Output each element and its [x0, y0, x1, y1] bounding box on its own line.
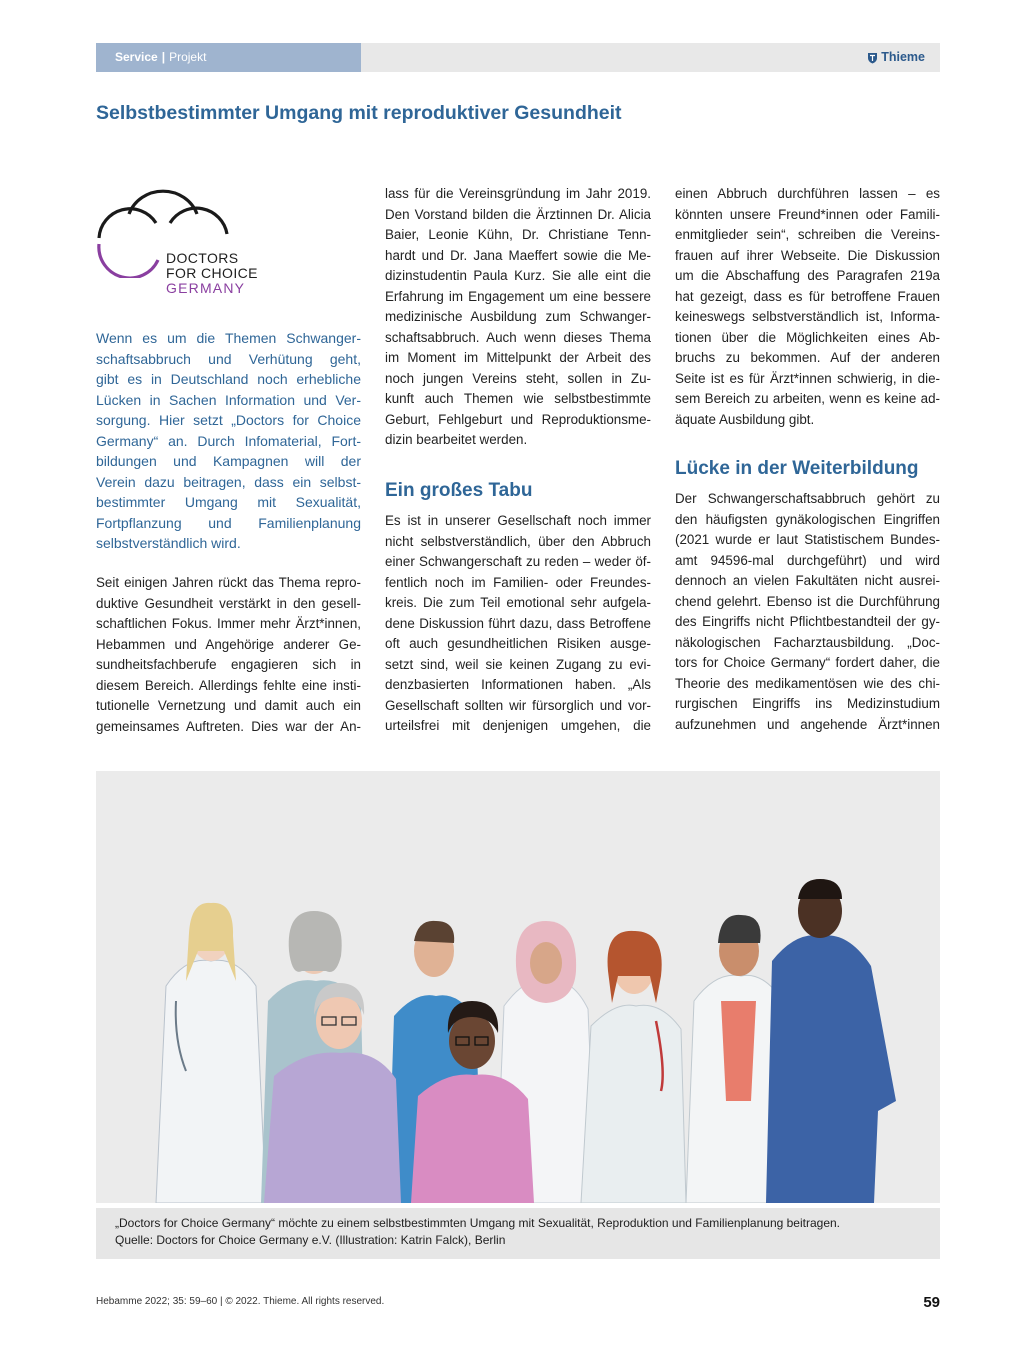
body-line: sem Bereich zu arbeiten, wenn es keine ad-: [675, 391, 940, 406]
body-line: Seite ist es für Ärzt*innen schwierig, in die-: [675, 370, 940, 386]
body-line: des Eingriffs nicht Pflichtbestandteil der gy-: [675, 614, 940, 629]
doctors-for-choice-logo: [96, 178, 286, 306]
body-line: äquate Ausbildung gibt.: [675, 411, 815, 427]
body-line: urteilsfrei mit denjenigen umgehen, die: [385, 718, 651, 733]
logo-line-3: GERMANY: [166, 280, 246, 296]
body-paragraph-col1: [96, 573, 361, 737]
section-label: [96, 43, 361, 72]
body-line: tutionelle Vernetzung und damit auch ein: [96, 698, 361, 713]
body-line: schaftsabbruch. Auch wenn dieses Thema: [385, 329, 651, 345]
thieme-shield-icon: [867, 52, 878, 64]
body-line: einer Schwangerschaft zu reden – weder öf-: [385, 554, 651, 569]
lead-line: bestimmter Umgang mit Sexualität,: [96, 494, 361, 510]
body-line: dizinstudentin Paula Kurz. Sie alle eint die: [385, 268, 651, 283]
lead-line: Fortpflanzung und Familienplanung: [96, 514, 361, 531]
brand-name: Thieme: [881, 50, 925, 64]
section-name: Service: [115, 50, 158, 64]
body-line: enmitglieder sein“, schreiben die Vereins-: [675, 227, 940, 242]
body-line: diesem Bereich. Allerdings fehlte eine insti-: [96, 677, 361, 693]
body-line: denzbasierten Informationen haben. „Als: [385, 677, 651, 692]
body-line: lass für die Vereinsgründung im Jahr 2019.: [385, 186, 651, 201]
figure-caption: [96, 1208, 940, 1259]
body-line: chend gelehrt. Ebenso ist die Durchführung: [675, 593, 940, 609]
body-line: Geburt, Fehlgeburt und Reproduktionsme-: [385, 411, 651, 427]
lead-line: Wenn es um die Themen Schwanger-: [96, 330, 361, 346]
lead-line: sorgung. Hier setzt „Doctors for Choice: [96, 412, 361, 428]
body-line: amt 94596-mal durchgeführt) und wird: [675, 552, 940, 568]
doctors-illustration-image: [96, 771, 940, 1203]
body-paragraph-col2-a: [385, 184, 651, 451]
logo-line-1: DOCTORS: [166, 250, 239, 266]
body-line: Hebammen und Angehörige anderer Ge-: [96, 636, 361, 652]
body-paragraph-col2-b: [385, 511, 651, 737]
article-title: Selbstbestimmter Umgang mit reproduktiver Gesundheit: [96, 102, 622, 124]
body-line: hardt und Dr. Jana Maeffert sowie die Me-: [385, 247, 651, 263]
body-line: im Moment im Mittelpunkt der Arbeit des: [385, 350, 651, 365]
body-line: frauen auf ihrer Webseite. Die Diskussion: [675, 247, 940, 263]
body-line: Theorie des medikamentösen wie des chi-: [675, 675, 940, 691]
body-line: tors for Choice Germany“ fordert daher, die: [675, 655, 940, 670]
body-line: um die Abschaffung des Paragrafen 219a: [675, 268, 940, 283]
body-line: tionen über die Möglichkeiten eines Ab-: [675, 329, 940, 345]
logo-line-2: FOR CHOICE: [166, 265, 258, 281]
body-line: näkologischen Facharztausbildung. „Doc-: [675, 634, 940, 650]
body-line: sundheitsfachberufe engagieren sich in: [96, 657, 361, 672]
lead-line: gibt es in Deutschland noch erhebliche: [96, 371, 361, 387]
body-line: einen Abbruch durchführen lassen – es: [675, 186, 940, 201]
subheading-weiterbildung: Lücke in der Weiterbildung: [675, 458, 919, 479]
figure-7: [766, 879, 896, 1203]
body-line: kreis. Die zum Teil emotional sehr aufgela-: [385, 595, 651, 610]
subheading-tabu: Ein großes Tabu: [385, 480, 533, 501]
body-line: rurgischen Eingriffs ins Medizinstudium: [675, 696, 940, 711]
body-line: oft auch gesundheitlichen Risiken ausge-: [385, 636, 651, 651]
body-line: setzt sind, weil sie keinen Zugang zu evi-: [385, 656, 651, 672]
figure-5: [581, 931, 686, 1203]
body-line: den häufigsten gynäkologischen Eingriffen: [675, 511, 940, 527]
body-line: schaftlichen Fokus. Immer mehr Ärzt*innen,: [96, 616, 361, 631]
body-line: bruchs zu bekommen. Auf der anderen: [675, 350, 940, 365]
body-line: dene Diskussion führt dazu, dass Betroffene: [385, 615, 651, 631]
logo-wordmark: [166, 251, 258, 296]
caption-source: Quelle: Doctors for Choice Germany e.V. (Illustration: Katrin Falck), Berlin: [115, 1233, 506, 1247]
publisher-brand: [867, 43, 925, 72]
lead-paragraph: [96, 328, 361, 554]
body-line: noch jungen Vereins steht, sollen in Zu-: [385, 370, 651, 386]
caption-text: „Doctors for Choice Germany“ möchte zu einem selbstbestimmten Umgang mit Sexualität, Reproduktion und Familienplanung beitragen.: [115, 1216, 841, 1230]
body-line: dennoch an vielen Fakultäten nicht ausrei-: [675, 573, 940, 588]
lead-line: Verein dazu beitragen, dass ein selbst-: [96, 473, 361, 490]
body-line: dizin bearbeitet werden.: [385, 432, 528, 447]
lead-line: Germany“ an. Durch Infomaterial, Fort-: [96, 432, 361, 449]
section-separator: |: [161, 50, 166, 64]
body-line: könnten unsere Freund*innen oder Famili-: [675, 206, 940, 222]
lead-line: bildungen und Kampagnen will der: [96, 453, 361, 469]
body-line: Seit einigen Jahren rückt das Thema repro-: [96, 575, 361, 590]
body-line: fentlich noch im Familien- oder Freundes-: [385, 574, 651, 590]
footer-citation: Hebamme 2022; 35: 59–60 | © 2022. Thieme. All rights reserved.: [96, 1296, 385, 1307]
lead-line: Lücken in Sachen Information und Ver-: [96, 391, 361, 408]
body-line: medizinische Ausbildung zum Schwanger-: [385, 309, 651, 324]
illustration-group-of-doctors: [96, 771, 940, 1203]
body-line: Den Vorstand bilden die Ärztinnen Dr. Alicia: [385, 206, 651, 222]
body-line: nicht selbstverständlich, über den Abbruch: [385, 533, 651, 549]
body-line: (2021 wurde er laut Statistischem Bundes-: [675, 532, 940, 547]
body-line: gemeinsames Auftreten. Dies war der An-: [96, 718, 361, 734]
body-line: Erfahrung im Engagement um eine bessere: [385, 288, 651, 304]
body-line: hat gezeigt, dass es für betroffene Frauen: [675, 288, 940, 304]
body-line: keineswegs selbstverständlich ist, Informa-: [675, 309, 940, 324]
body-line: Baier, Leonie Kühn, Dr. Christiane Tenn-: [385, 227, 651, 242]
body-paragraph-col3-b: [675, 489, 940, 735]
lead-line: schaftsabbruch und Verhütung geht,: [96, 350, 361, 367]
body-paragraph-col3-a: [675, 184, 940, 430]
body-line: duktive Gesundheit verstärkt in den gesell-: [96, 595, 361, 611]
body-line: aufzunehmen und angehende Ärzt*innen: [675, 716, 940, 732]
lead-line: selbstverständlich wird.: [96, 535, 241, 551]
body-line: Gesellschaft sollten wir fürsorglich und vor-: [385, 697, 651, 713]
header-bar: [96, 43, 940, 72]
body-line: Es ist in unserer Gesellschaft noch immer: [385, 513, 651, 528]
body-line: Der Schwangerschaftsabbruch gehört zu: [675, 491, 940, 506]
subsection-name: Projekt: [169, 50, 207, 64]
figure-1: [156, 903, 266, 1203]
page-number: 59: [923, 1294, 940, 1311]
body-line: kunft auch Themen wie selbstbestimmte: [385, 391, 651, 406]
